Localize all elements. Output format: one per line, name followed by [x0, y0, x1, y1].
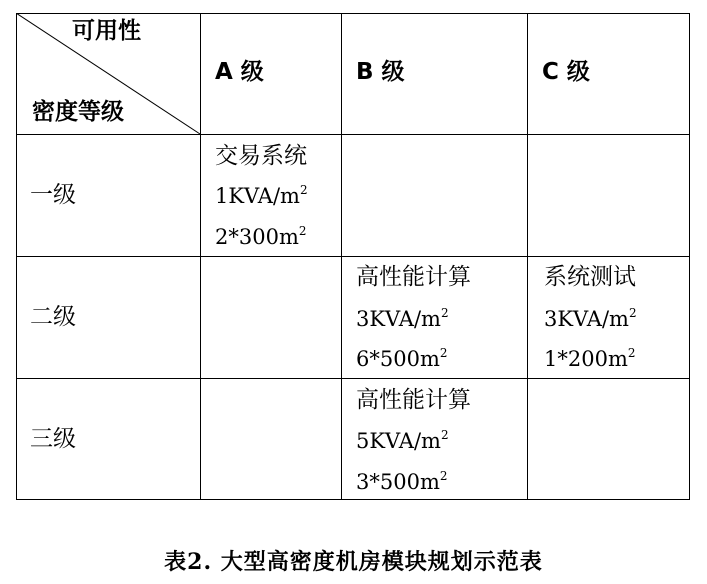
row-label-level-3: 三级 — [30, 426, 76, 452]
row-divider — [16, 378, 690, 379]
area-value: 2*300m — [215, 225, 299, 249]
header-corner-availability: 可用性 — [72, 18, 141, 44]
cell-area — [215, 224, 307, 249]
row-divider — [16, 256, 690, 257]
column-header-a: A 级 — [215, 59, 264, 85]
table-border-bottom — [16, 499, 690, 500]
power-value: 3KVA/m — [544, 307, 629, 331]
row-label-level-1: 一级 — [30, 182, 76, 208]
cell-system-name: 高性能计算 — [356, 264, 471, 290]
column-divider — [341, 13, 342, 500]
cell-power-density — [356, 306, 449, 331]
power-unit-exponent: 2 — [299, 183, 308, 197]
area-unit-exponent: 2 — [439, 346, 448, 360]
cell-power-density — [356, 428, 449, 453]
column-header-c: C 级 — [542, 59, 590, 85]
area-value: 1*200m — [544, 347, 628, 371]
column-header-b: B 级 — [356, 59, 405, 85]
power-value: 5KVA/m — [356, 429, 441, 453]
area-unit-exponent: 2 — [439, 469, 448, 483]
cell-area — [356, 469, 448, 494]
table-caption: 表2. 大型高密度机房模块规划示范表 — [164, 549, 543, 575]
area-unit-exponent: 2 — [298, 224, 307, 238]
cell-system-name: 交易系统 — [215, 143, 307, 169]
cell-power-density — [215, 183, 308, 208]
power-unit-exponent: 2 — [440, 306, 449, 320]
cell-area — [544, 346, 636, 371]
power-unit-exponent: 2 — [628, 306, 637, 320]
cell-area — [356, 346, 448, 371]
area-value: 6*500m — [356, 347, 440, 371]
power-value: 3KVA/m — [356, 307, 441, 331]
power-unit-exponent: 2 — [440, 428, 449, 442]
power-value: 1KVA/m — [215, 184, 300, 208]
cell-system-name: 高性能计算 — [356, 387, 471, 413]
column-divider — [527, 13, 528, 500]
table-border-right — [689, 13, 690, 500]
area-value: 3*500m — [356, 470, 440, 494]
cell-power-density — [544, 306, 637, 331]
header-corner-density-level: 密度等级 — [32, 99, 124, 125]
area-unit-exponent: 2 — [627, 346, 636, 360]
row-label-level-2: 二级 — [30, 304, 76, 330]
cell-system-name: 系统测试 — [544, 264, 636, 290]
